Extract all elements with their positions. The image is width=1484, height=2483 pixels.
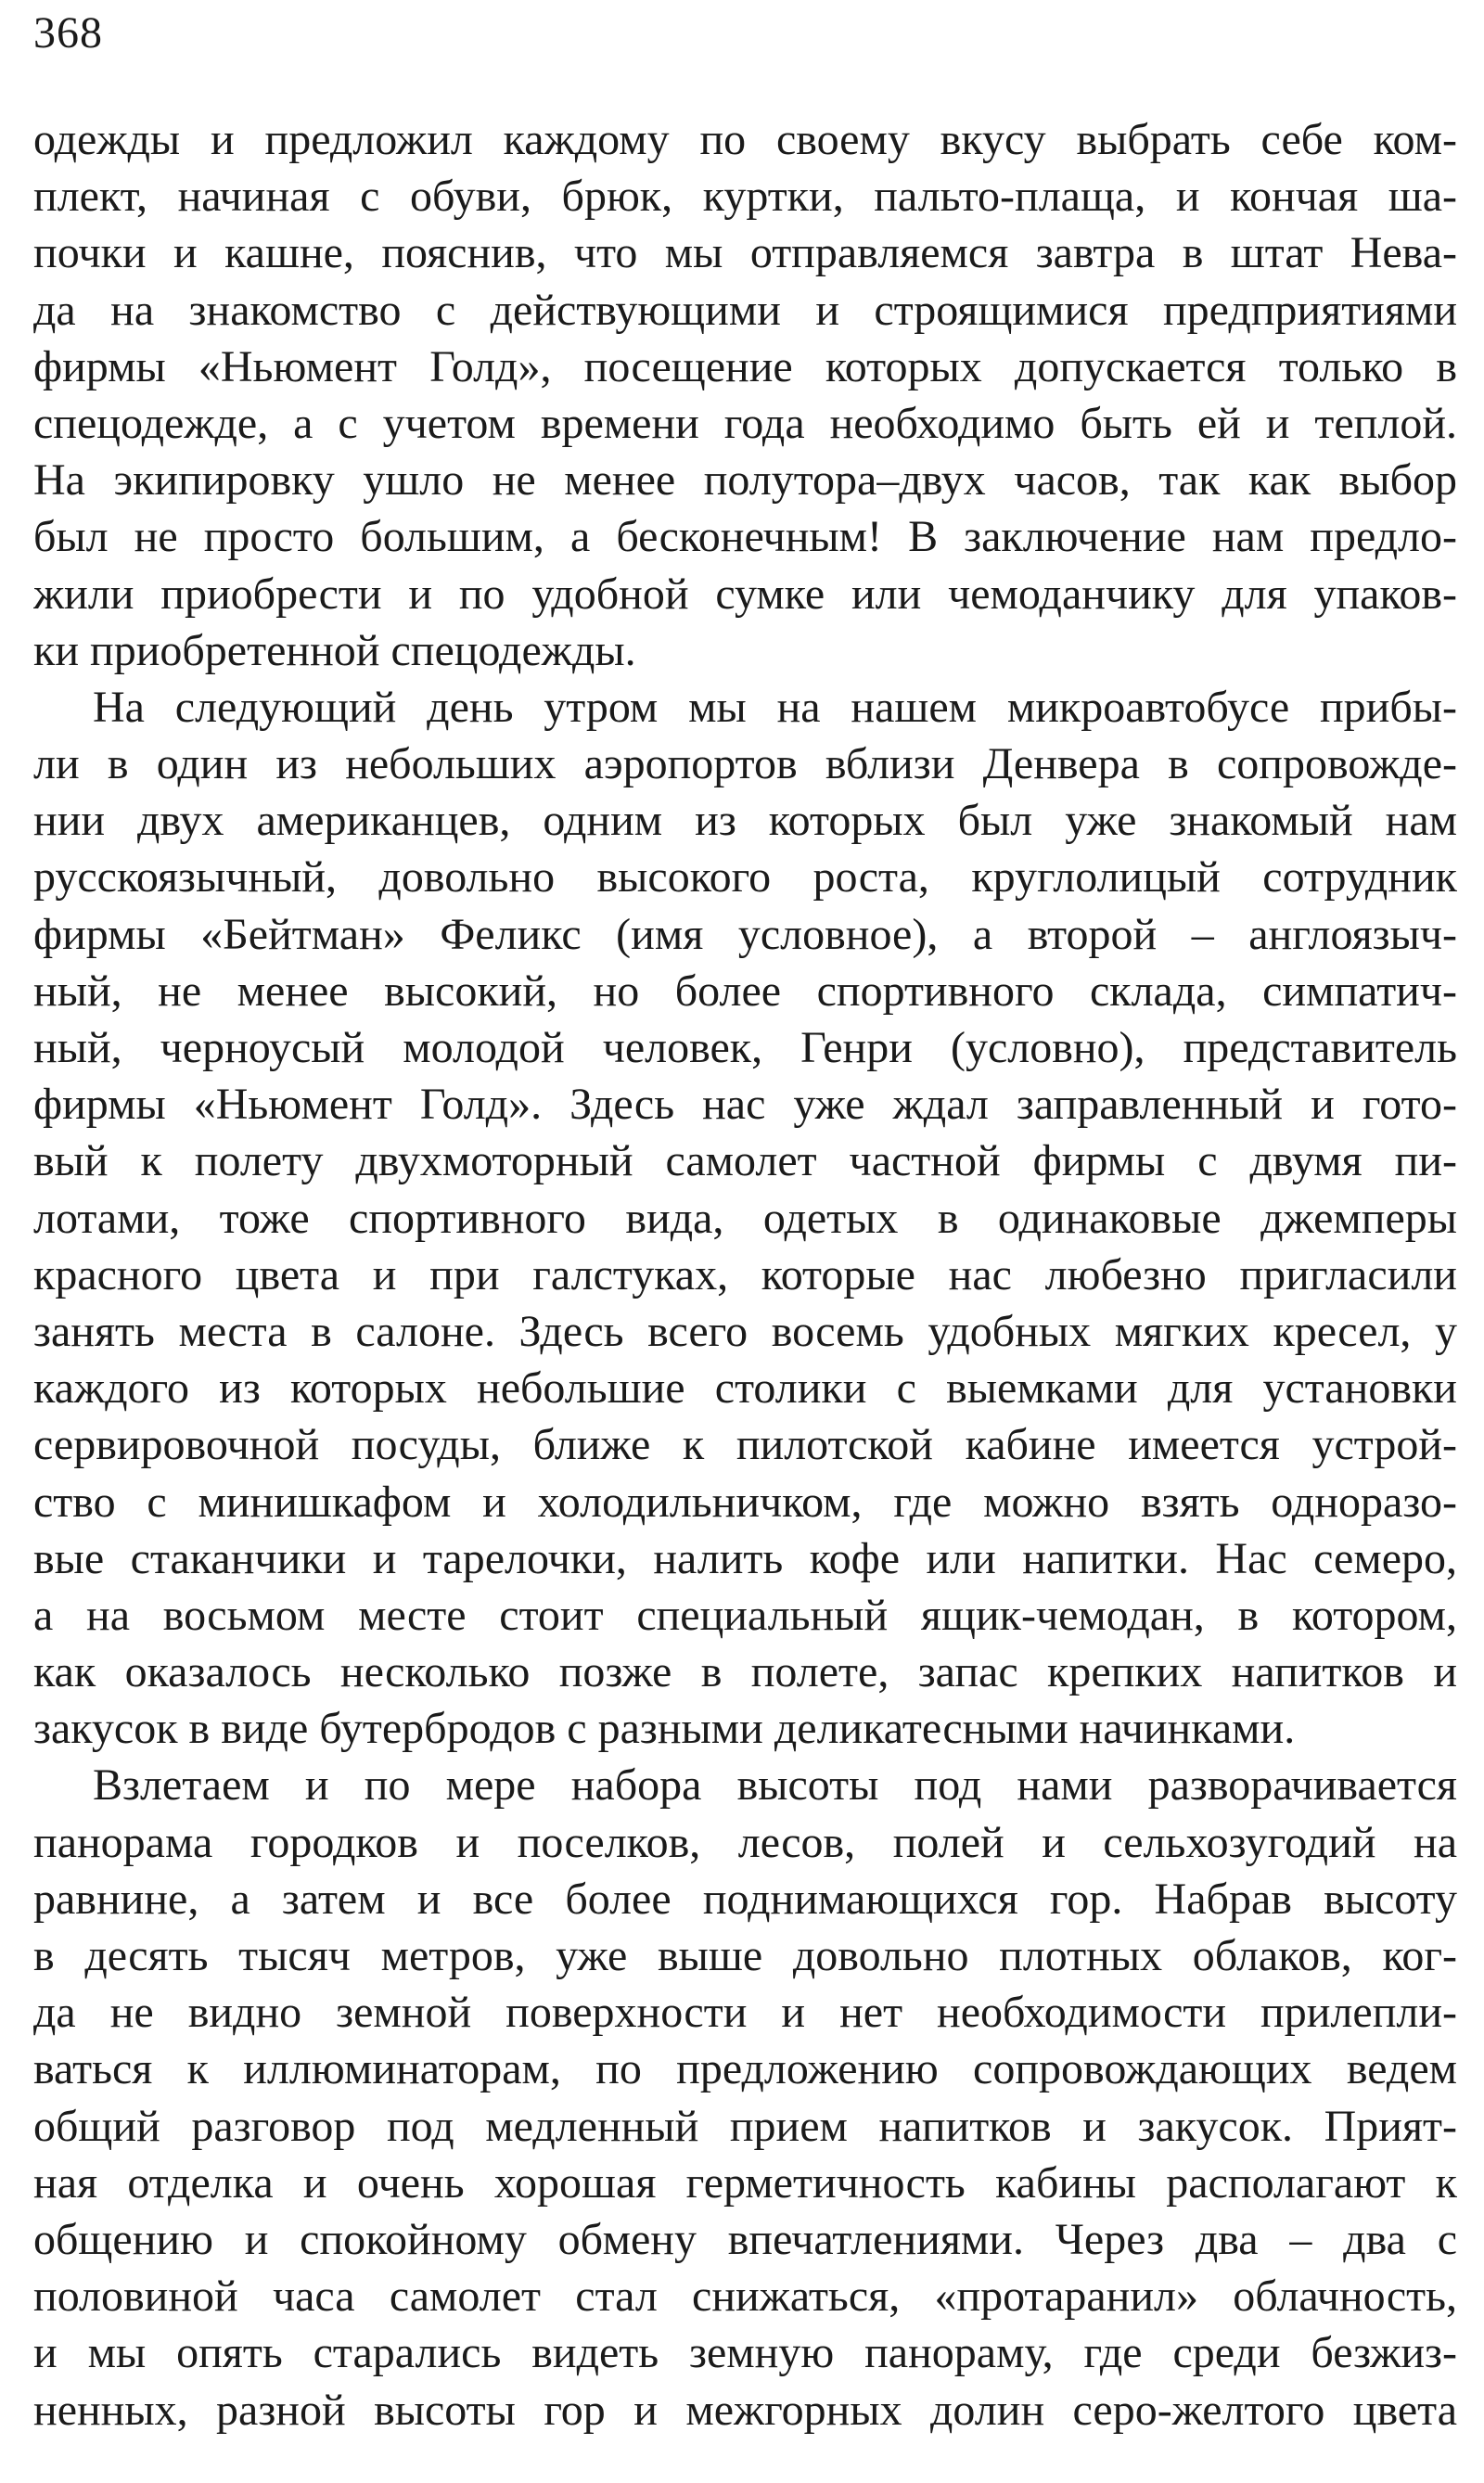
text-line: На экипировку ушло не менее полутора–двух часов, так как выбор bbox=[33, 455, 1457, 506]
text-line: вый к полету двухмоторный самолет частной фирмы с двумя пи- bbox=[33, 1136, 1457, 1186]
text-line: нии двух американцев, одним из которых был уже знакомый нам bbox=[33, 796, 1457, 846]
text-line: почки и кашне, пояснив, что мы отправляемся завтра в штат Нева- bbox=[33, 228, 1457, 278]
text-line: спецодежде, а с учетом времени года необходимо быть ей и теплой. bbox=[33, 398, 1457, 448]
text-line: красного цвета и при галстуках, которые нас любезно пригласили bbox=[33, 1249, 1457, 1299]
text-line: как оказалось несколько позже в полете, запас крепких напитков и bbox=[33, 1647, 1457, 1697]
text-line: плект, начиная с обуви, брюк, куртки, пальто-плаща, и кончая ша- bbox=[33, 172, 1457, 222]
text-line: да на знакомство с действующими и строящимися предприятиями bbox=[33, 285, 1457, 335]
text-line: ки приобретенной спецодежды. bbox=[33, 625, 636, 675]
text-line: сервировочной посуды, ближе к пилотской кабине имеется устрой- bbox=[33, 1420, 1457, 1470]
text-line: был не просто большим, а бесконечным! В заключение нам предло- bbox=[33, 512, 1457, 562]
text-line: ли в один из небольших аэропортов вблизи Денвера в сопровожде- bbox=[33, 739, 1457, 789]
text-line: русскоязычный, довольно высокого роста, круглолицый сотрудник bbox=[33, 852, 1457, 902]
text-line: вые стаканчики и тарелочки, налить кофе или напитки. Нас семеро, bbox=[33, 1533, 1457, 1583]
text-line: Взлетаем и по мере набора высоты под нами разворачивается bbox=[93, 1760, 1457, 1811]
text-line: и мы опять старались видеть земную панораму, где среди безжиз- bbox=[33, 2328, 1457, 2378]
text-line: ная отделка и очень хорошая герметичность кабины располагают к bbox=[33, 2157, 1457, 2208]
text-line: ство с минишкафом и холодильничком, где можно взять одноразо- bbox=[33, 1477, 1457, 1527]
text-line: одежды и предложил каждому по своему вкусу выбрать себе ком- bbox=[33, 115, 1457, 164]
page-number: 368 bbox=[33, 8, 103, 58]
text-line: панорама городков и поселков, лесов, полей и сельхозугодий на bbox=[33, 1817, 1457, 1867]
text-line: занять места в салоне. Здесь всего восемь удобных мягких кресел, у bbox=[33, 1306, 1457, 1356]
text-line: равнине, а затем и все более поднимающихся гор. Набрав высоту bbox=[33, 1874, 1457, 1924]
text-line: фирмы «Бейтман» Феликс (имя условное), а второй – англоязыч- bbox=[33, 909, 1457, 959]
text-line: фирмы «Ньюмент Голд», посещение которых допускается только в bbox=[33, 341, 1457, 391]
text-line: ненных, разной высоты гор и межгорных долин серо-желтого цвета bbox=[33, 2385, 1457, 2435]
text-line: а на восьмом месте стоит специальный ящик-чемодан, в котором, bbox=[33, 1590, 1457, 1640]
text-line: ный, не менее высокий, но более спортивного склада, симпатич- bbox=[33, 966, 1457, 1016]
text-line: да не видно земной поверхности и нет необходимости прилепли- bbox=[33, 1988, 1457, 2038]
text-line: общению и спокойному обмену впечатлениями. Через два – два с bbox=[33, 2214, 1457, 2264]
text-line: лотами, тоже спортивного вида, одетых в одинаковые джемперы bbox=[33, 1193, 1457, 1243]
text-line: ваться к иллюминаторам, по предложению сопровождающих ведем bbox=[33, 2044, 1457, 2094]
text-line: в десять тысяч метров, уже выше довольно плотных облаков, ког- bbox=[33, 1931, 1457, 1980]
text-line: закусок в виде бутербродов с разными деликатесными начинками. bbox=[33, 1704, 1296, 1754]
body-text bbox=[33, 111, 1457, 2438]
text-line: ный, черноусый молодой человек, Генри (условно), представитель bbox=[33, 1023, 1457, 1072]
text-line: каждого из которых небольшие столики с выемками для установки bbox=[33, 1363, 1457, 1414]
text-line: общий разговор под медленный прием напитков и закусок. Прият- bbox=[33, 2101, 1457, 2151]
text-line: половиной часа самолет стал снижаться, «протаранил» облачность, bbox=[33, 2272, 1457, 2322]
text-line: жили приобрести и по удобной сумке или чемоданчику для упаков- bbox=[33, 569, 1457, 619]
text-line: На следующий день утром мы на нашем микроавтобусе прибы- bbox=[93, 682, 1457, 732]
text-line: фирмы «Ньюмент Голд». Здесь нас уже ждал заправленный и гото- bbox=[33, 1080, 1457, 1130]
